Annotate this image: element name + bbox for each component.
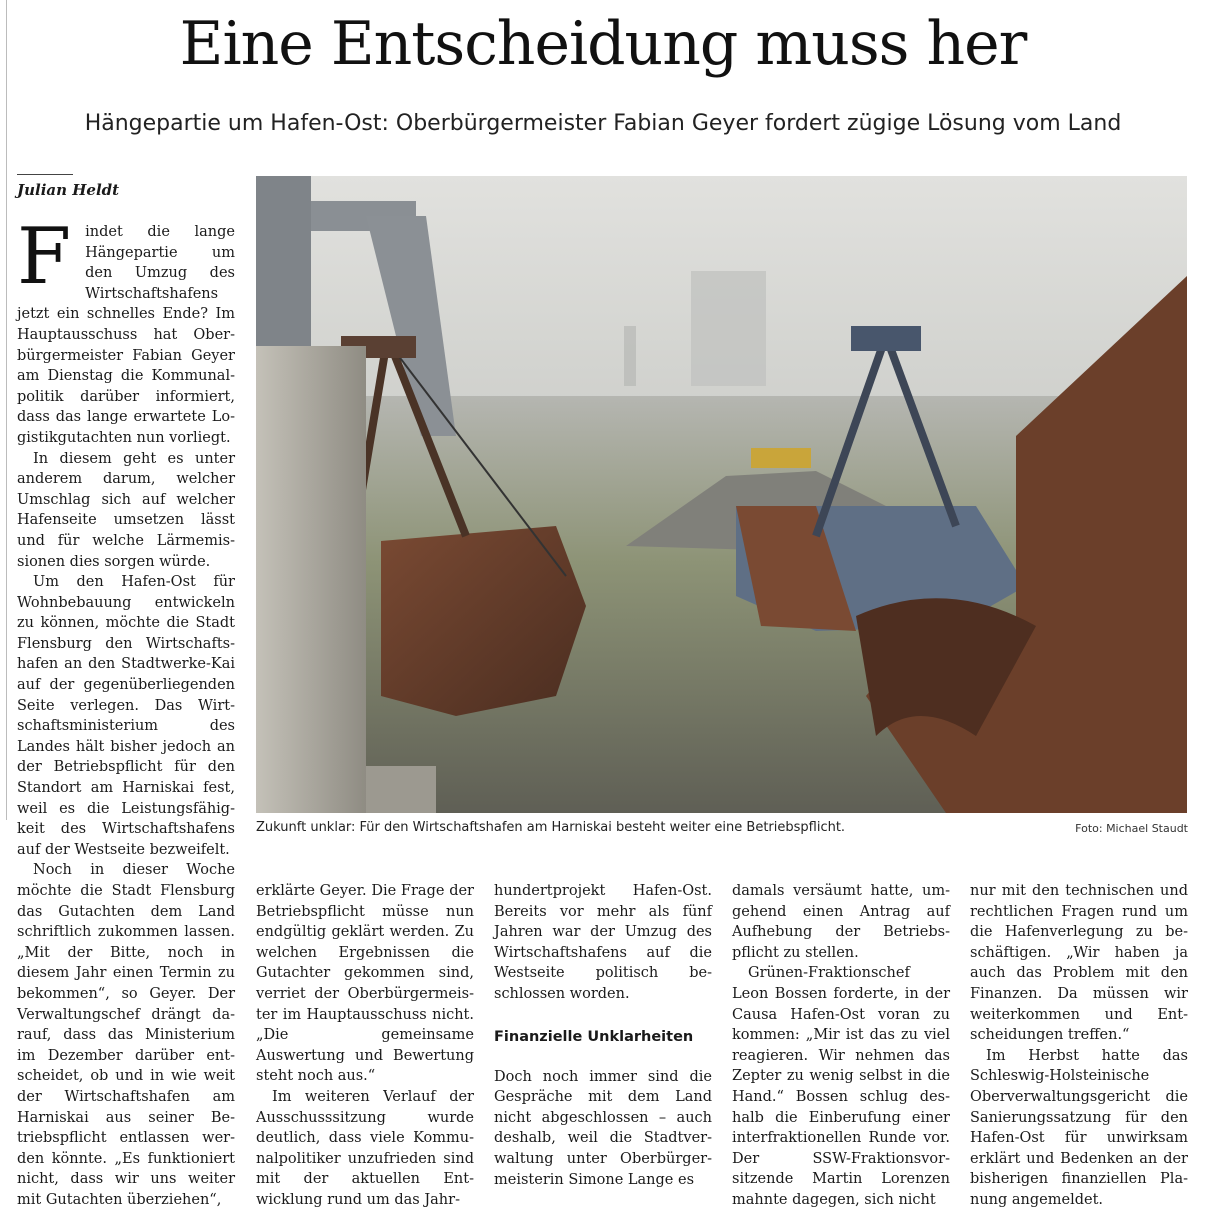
paragraph: Doch noch immer sind die Gespräche mit dem Land nicht abgeschlossen – auch deshalb, weil die Stadtverwaltung unter Oberbürgermeisterin Simone Lange es xyxy=(494,1068,712,1188)
paragraph: Um den Hafen-Ost für Wohnbebauung entwickeln zu können, möchte die Stadt Flensburg den Wirtschaftshafen an den Stadtwerke-Kai auf der gegenüberliegenden Seite verlegen. Das Wirtschaftsministerium des Landes hält bisher jedoch an der Betriebspflicht für den Standort am Harniskai fest, weil es die Leistungsfähigkeit des Wirtschaftshafens auf der Westseite bezweifelt. xyxy=(17,574,235,858)
article-column-2 xyxy=(256,881,474,1211)
harbor-grab-buckets-illustration xyxy=(256,176,1187,813)
drop-cap: F xyxy=(17,212,72,302)
paragraph: nur mit den technischen und rechtlichen Fragen rund um die Hafenverlegung zu beschäftigen. „Wir haben ja auch das Problem mit den Finanzen. Da müssen wir weiterkommen und Entscheidungen treffen.“ xyxy=(970,883,1188,1044)
subheadline: Hängepartie um Hafen-Ost: Oberbürgermeister Fabian Geyer fordert zügige Lösung vom Land xyxy=(84,111,1122,136)
paragraph: Grünen-Fraktionschef Leon Bossen forderte, in der Causa Hafen-Ost voran zu kommen: „Mir ist das zu viel reagieren. Wir nehmen das Zepter zu wenig selbst in die Hand.“ Bossen schlug deshalb die Einberufung einer interfraktionellen Runde vor. Der SSW-Fraktionsvorsitzende Martin Lorenzen mahnte dagegen, sich nicht xyxy=(732,965,950,1208)
byline-rule xyxy=(17,174,73,175)
paragraph: Im weiteren Verlauf der Ausschusssitzung wurde deutlich, dass viele Kommunalpolitiker unzufrieden sind mit der aktuellen Entwicklung rund um das Jahr- xyxy=(256,1088,474,1208)
paragraph: Im Herbst hatte das Schleswig-Holsteinische Oberverwaltungsgericht die Sanierungssatzung für den Hafen-Ost für unwirksam erklärt und Bedenken an der bisherigen finanziellen Planung angemeldet. xyxy=(970,1047,1188,1208)
article-photo xyxy=(256,176,1187,813)
paragraph: hundertprojekt Hafen-Ost. Bereits vor mehr als fünf Jahren war der Umzug des Wirtschaftshafens auf die Westseite politisch beschlossen worden. xyxy=(494,883,712,1002)
paragraph: In diesem geht es unter anderem darum, welcher Umschlag sich auf welcher Hafenseite umsetzen lässt und für welche Lärmemissionen dies sorgen würde. xyxy=(17,450,235,570)
article-column-1 xyxy=(17,212,235,1211)
article-column-5 xyxy=(970,881,1188,1211)
paragraph: Noch in dieser Woche möchte die Stadt Flensburg das Gutachten dem Land schriftlich zukommen lassen. „Mit der Bitte, noch in diesem Jahr einen Termin zu bekommen“, so Geyer. Der Verwaltungschef drängt darauf, dass das Ministerium im Dezember darüber entscheidet, ob und in wie weit der Wirtschaftshafen am Harniskai aus seiner Betriebspflicht entlassen werden könnte. „Es funktioniert nicht, dass wir uns weiter mit Gutachten überziehen“, xyxy=(17,862,235,1208)
author-byline: Julian Heldt xyxy=(17,181,120,199)
paragraph: damals versäumt hatte, umgehend einen Antrag auf Aufhebung der Betriebspflicht zu stellen. xyxy=(732,883,950,961)
photo-caption: Zukunft unklar: Für den Wirtschaftshafen am Harniskai besteht weiter eine Betriebspflicht. xyxy=(256,820,846,835)
paragraph: erklärte Geyer. Die Frage der Betriebspflicht müsse nun endgültig geklärt werden. Zu welchen Ergebnissen die Gutachter gekommen sind, verriet der Oberbürgermeister im Hauptausschuss nicht. „Die gemeinsame Auswertung und Bewertung steht noch aus.“ xyxy=(256,883,474,1085)
lead-paragraph xyxy=(17,212,235,449)
article-column-3 xyxy=(494,881,712,1190)
photo-credit: Foto: Michael Staudt xyxy=(1075,822,1188,835)
section-subhead: Finanzielle Unklarheiten xyxy=(494,1028,694,1045)
article-column-4 xyxy=(732,881,950,1211)
lead-text: indet die lange Hängepartie um den Umzug des Wirtschaftshafens jetzt ein schnelles Ende? Im Hauptausschuss hat Oberbürgermeister Fabian Geyer am Dienstag die Kommunalpolitik darüber informiert, dass das lange erwartete Logistikgutachten nun vorliegt. xyxy=(17,224,235,446)
headline: Eine Entscheidung muss her xyxy=(179,9,1027,79)
